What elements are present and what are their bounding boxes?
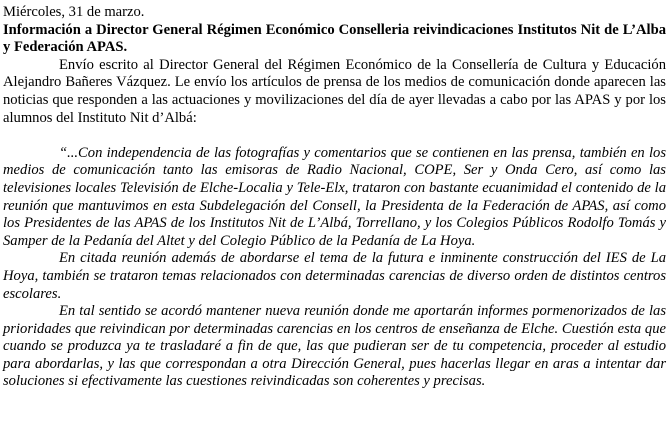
quote-paragraph-1: “...Con independencia de las fotografías y comentarios que se contienen en las prensa, también en los medios de comunicación tanto las emisoras de Radio Nacional, COPE, Ser y Onda Cero, así como las televisiones locales Televisión de Elche-Localia y Tele-Elx, trataron con bastante ecuanimidad el contenido de la reunión que mantuvimos en esta Subdelegación del Consell, la Presidenta de la Federación de APAS, así como los Presidentes de las APAS de los Institutos Nit de L’Albá, Torrellano, y los Colegios Públicos Rodolfo Tomás y Samper de la Pedanía del Altet y del Colegio Público de la Pedanía de La Hoya. (3, 144, 666, 249)
document-date: Miércoles, 31 de marzo. (3, 4, 145, 20)
quote-paragraph-2: En citada reunión además de abordarse el tema de la futura e inminente construcción del IES de La Hoya, también se trataron temas relacionados con determinadas carencias de diverso orden de distintos centros escolares. (3, 250, 666, 302)
quote-paragraph-3: En tal sentido se acordó mantener nueva reunión donde me aportarán informes pormenorizados de las prioridades que reivindican por determinadas carencias en los centros de enseñanza de Elche. Cuestión esta que cuando se produzca ya te trasladaré a fin de que, las que pudieran ser de tu competencia, proceder al estudio para abordarlas, y las que correspondan a otra Dirección General, pues hacerlas llegar en aras a intentar dar soluciones si efectivamente las cuestiones reivindicadas son coherentes y precisas. (3, 303, 666, 390)
intro-paragraph: Envío escrito al Director General del Régimen Económico de la Consellería de Cultura y Educación Alejandro Bañeres Vázquez. Le envío los artículos de prensa de los medios de comunicación donde aparecen las noticias que responden a las actuaciones y movilizaciones del día de ayer llevadas a cabo por las APAS y por los alumnos del Instituto Nit d’Albá: (3, 56, 666, 126)
document-heading: Información a Director General Régimen Económico Conselleria reivindicaciones Institutos Nit de L’Alba y Federación APAS. (3, 21, 666, 56)
